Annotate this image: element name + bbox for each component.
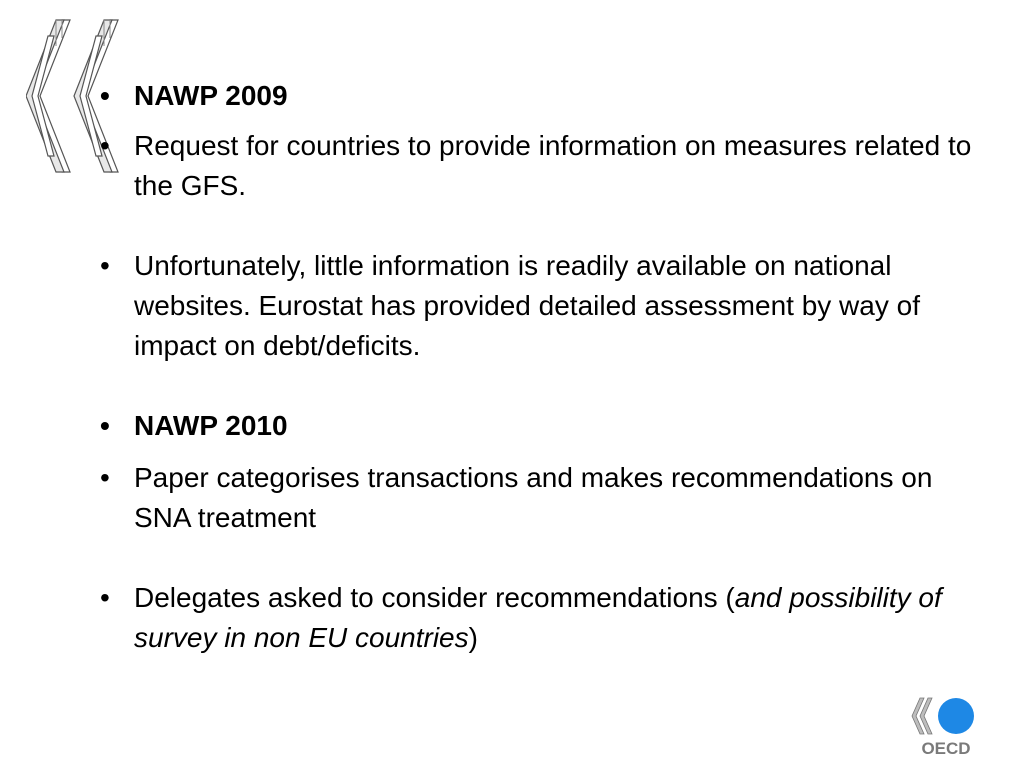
bullet-symbol: •: [100, 462, 110, 493]
bullet-text: Request for countries to provide information on measures related to the GFS.: [134, 130, 972, 201]
bullet-symbol: •: [100, 80, 110, 111]
bullet-item: [96, 246, 976, 366]
bullet-text: NAWP 2009: [134, 80, 288, 111]
bullet-symbol: •: [100, 250, 110, 281]
bullet-text-italic: and possibility of survey in non EU countries: [134, 582, 942, 653]
bullet-symbol: •: [100, 582, 110, 613]
bullet-item: [96, 76, 976, 116]
bullet-text: NAWP 2010: [134, 410, 288, 441]
bullet-symbol: •: [100, 130, 110, 161]
oecd-logo-text: OECD: [921, 739, 971, 758]
bullet-item: [96, 578, 976, 658]
bullet-text: Paper categorises transactions and makes recommendations on SNA treatment: [134, 462, 933, 533]
bullet-text-after: ): [468, 622, 478, 653]
oecd-logo-mark: [912, 698, 974, 734]
bullet-item: [96, 126, 976, 206]
bullet-item: [96, 458, 976, 538]
bullet-text: Unfortunately, little information is readily available on national websites. Eurostat has provided detailed assessment by way of impact on debt/deficits.: [134, 250, 920, 361]
oecd-circle: [938, 698, 974, 734]
bullet-symbol: •: [100, 410, 110, 441]
oecd-logo: [910, 696, 980, 758]
bullet-text-before: Delegates asked to consider recommendations (: [134, 582, 735, 613]
bullet-text: [134, 582, 942, 653]
bullet-item: [96, 406, 976, 446]
bullet-list: [96, 72, 976, 658]
